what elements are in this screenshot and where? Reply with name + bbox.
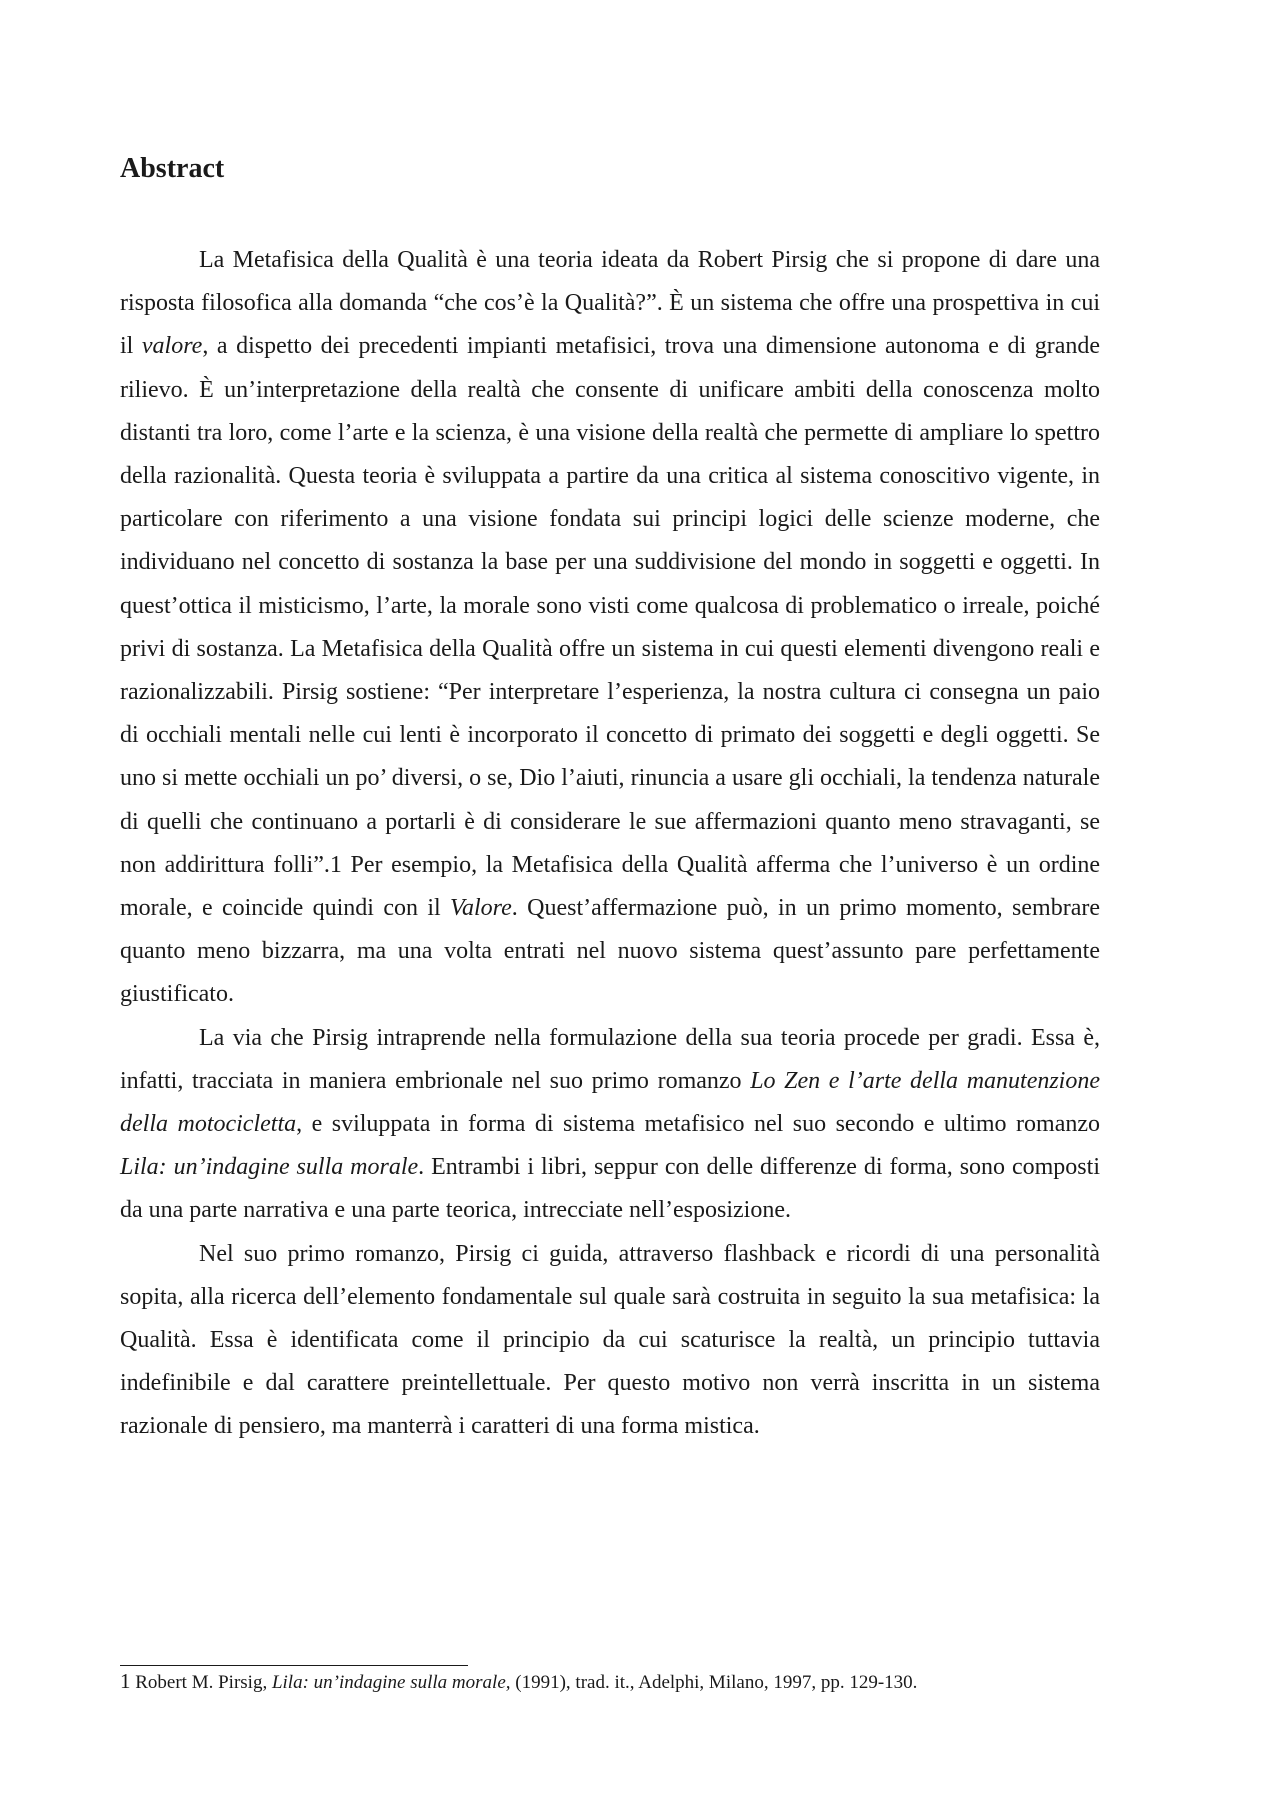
p1-text-2: , a dispetto dei precedenti impianti metafisici, trova una dimensione autonoma e di grande rilievo. È un’interpretazione della realtà che consente di unificare ambiti della conoscenza molto distanti tra loro, come l’arte e la scienza, è una visione della realtà che permette di ampliare lo spettro della razionalità. Questa teoria è sviluppata a partire da una critica al sistema conoscitivo vigente, in particolare con riferimento a una visione fondata sui principi logici delle scienze moderne, che individuano nel concetto di sostanza la base per una suddivisione del mondo in soggetti e oggetti. In quest’ottica il misticismo, l’arte, la morale sono visti come qualcosa di problematico o irreale, poiché privi di sostanza. La Metafisica della Qualità offre un sistema in cui questi elementi divengono reali e razionalizzabili. Pirsig sostiene: “Per interpretare l’esperienza, la nostra cultura ci consegna un paio di occhiali mentali nelle cui lenti è incorporato il concetto di primato dei soggetti e degli oggetti. Se uno si mette occhiali un po’ diversi, o se, Dio l’aiuti, rinuncia a usare gli occhiali, la tendenza naturale di quelli che continuano a portarli è di considerare le sue affermazioni quanto meno stravaganti, se non addirittura folli”. xyxy=(120,333,1100,878)
p1-text-1: La Metafisica della Qualità è una teoria ideata da Robert Pirsig che si propone di dare una risposta filosofica alla domanda “che cos’è la Qualità?”. È un sistema che offre una prospettiva in cui il xyxy=(120,247,1100,360)
p1-emphasis-valore: valore xyxy=(141,333,203,360)
p2-text-3: . Entrambi i libri, seppur con delle differenze di forma, sono composti da una parte narrativa e una parte teorica, intrecciate nell’esposizione. xyxy=(120,1154,1100,1224)
paragraph-1 xyxy=(120,239,1100,1017)
p1-emphasis-valore-cap: Valore xyxy=(450,895,512,922)
p1-text-4: . Quest’affermazione può, in un primo momento, sembrare quanto meno bizzarra, ma una volta entrati nel nuovo sistema quest’assunto pare perfettamente giustificato. xyxy=(120,895,1100,1008)
p2-book-title-zen: Lo Zen e l’arte della manutenzione della motocicletta xyxy=(120,1067,1101,1138)
p2-text-1: La via che Pirsig intraprende nella formulazione della sua teoria procede per gradi. Essa è, infatti, tracciata in maniera embrionale nel suo primo romanzo xyxy=(120,1024,1100,1094)
footnote-author: Robert M. Pirsig, xyxy=(130,1672,272,1693)
footnote-reference[interactable]: 1 xyxy=(329,851,342,878)
abstract-body xyxy=(120,239,1100,1449)
p3-text-1: Nel suo primo romanzo, Pirsig ci guida, attraverso flashback e ricordi di una personalità sopita, alla ricerca dell’elemento fondamentale sul quale sarà costruita in seguito la sua metafisica: la Qualità. Essa è identificata come il principio da cui scaturisce la realtà, un principio tuttavia indefinibile e dal carattere preintellettuale. Per questo motivo non verrà inscritta in un sistema razionale di pensiero, ma manterrà i caratteri di una forma mistica. xyxy=(120,1240,1100,1440)
footnote-details: (1991), trad. it., Adelphi, Milano, 1997, pp. 129-130. xyxy=(510,1672,918,1693)
paragraph-3 xyxy=(120,1233,1100,1449)
abstract-heading: Abstract xyxy=(120,153,225,184)
footnote-number: 1 xyxy=(120,1669,131,1693)
p2-book-title-lila: Lila: un’indagine sulla morale xyxy=(120,1154,419,1181)
p1-text-3: Per esempio, la Metafisica della Qualità afferma che l’universo è un ordine morale, e coincide quindi con il xyxy=(120,851,1101,922)
p2-text-2: , e sviluppata in forma di sistema metafisico nel suo secondo e ultimo romanzo xyxy=(296,1111,1100,1138)
footnote-1 xyxy=(120,1668,1100,1696)
footnote-book-title: Lila: un’indagine sulla morale, xyxy=(271,1672,511,1693)
footnote-separator xyxy=(120,1665,468,1666)
paragraph-2 xyxy=(120,1017,1100,1233)
